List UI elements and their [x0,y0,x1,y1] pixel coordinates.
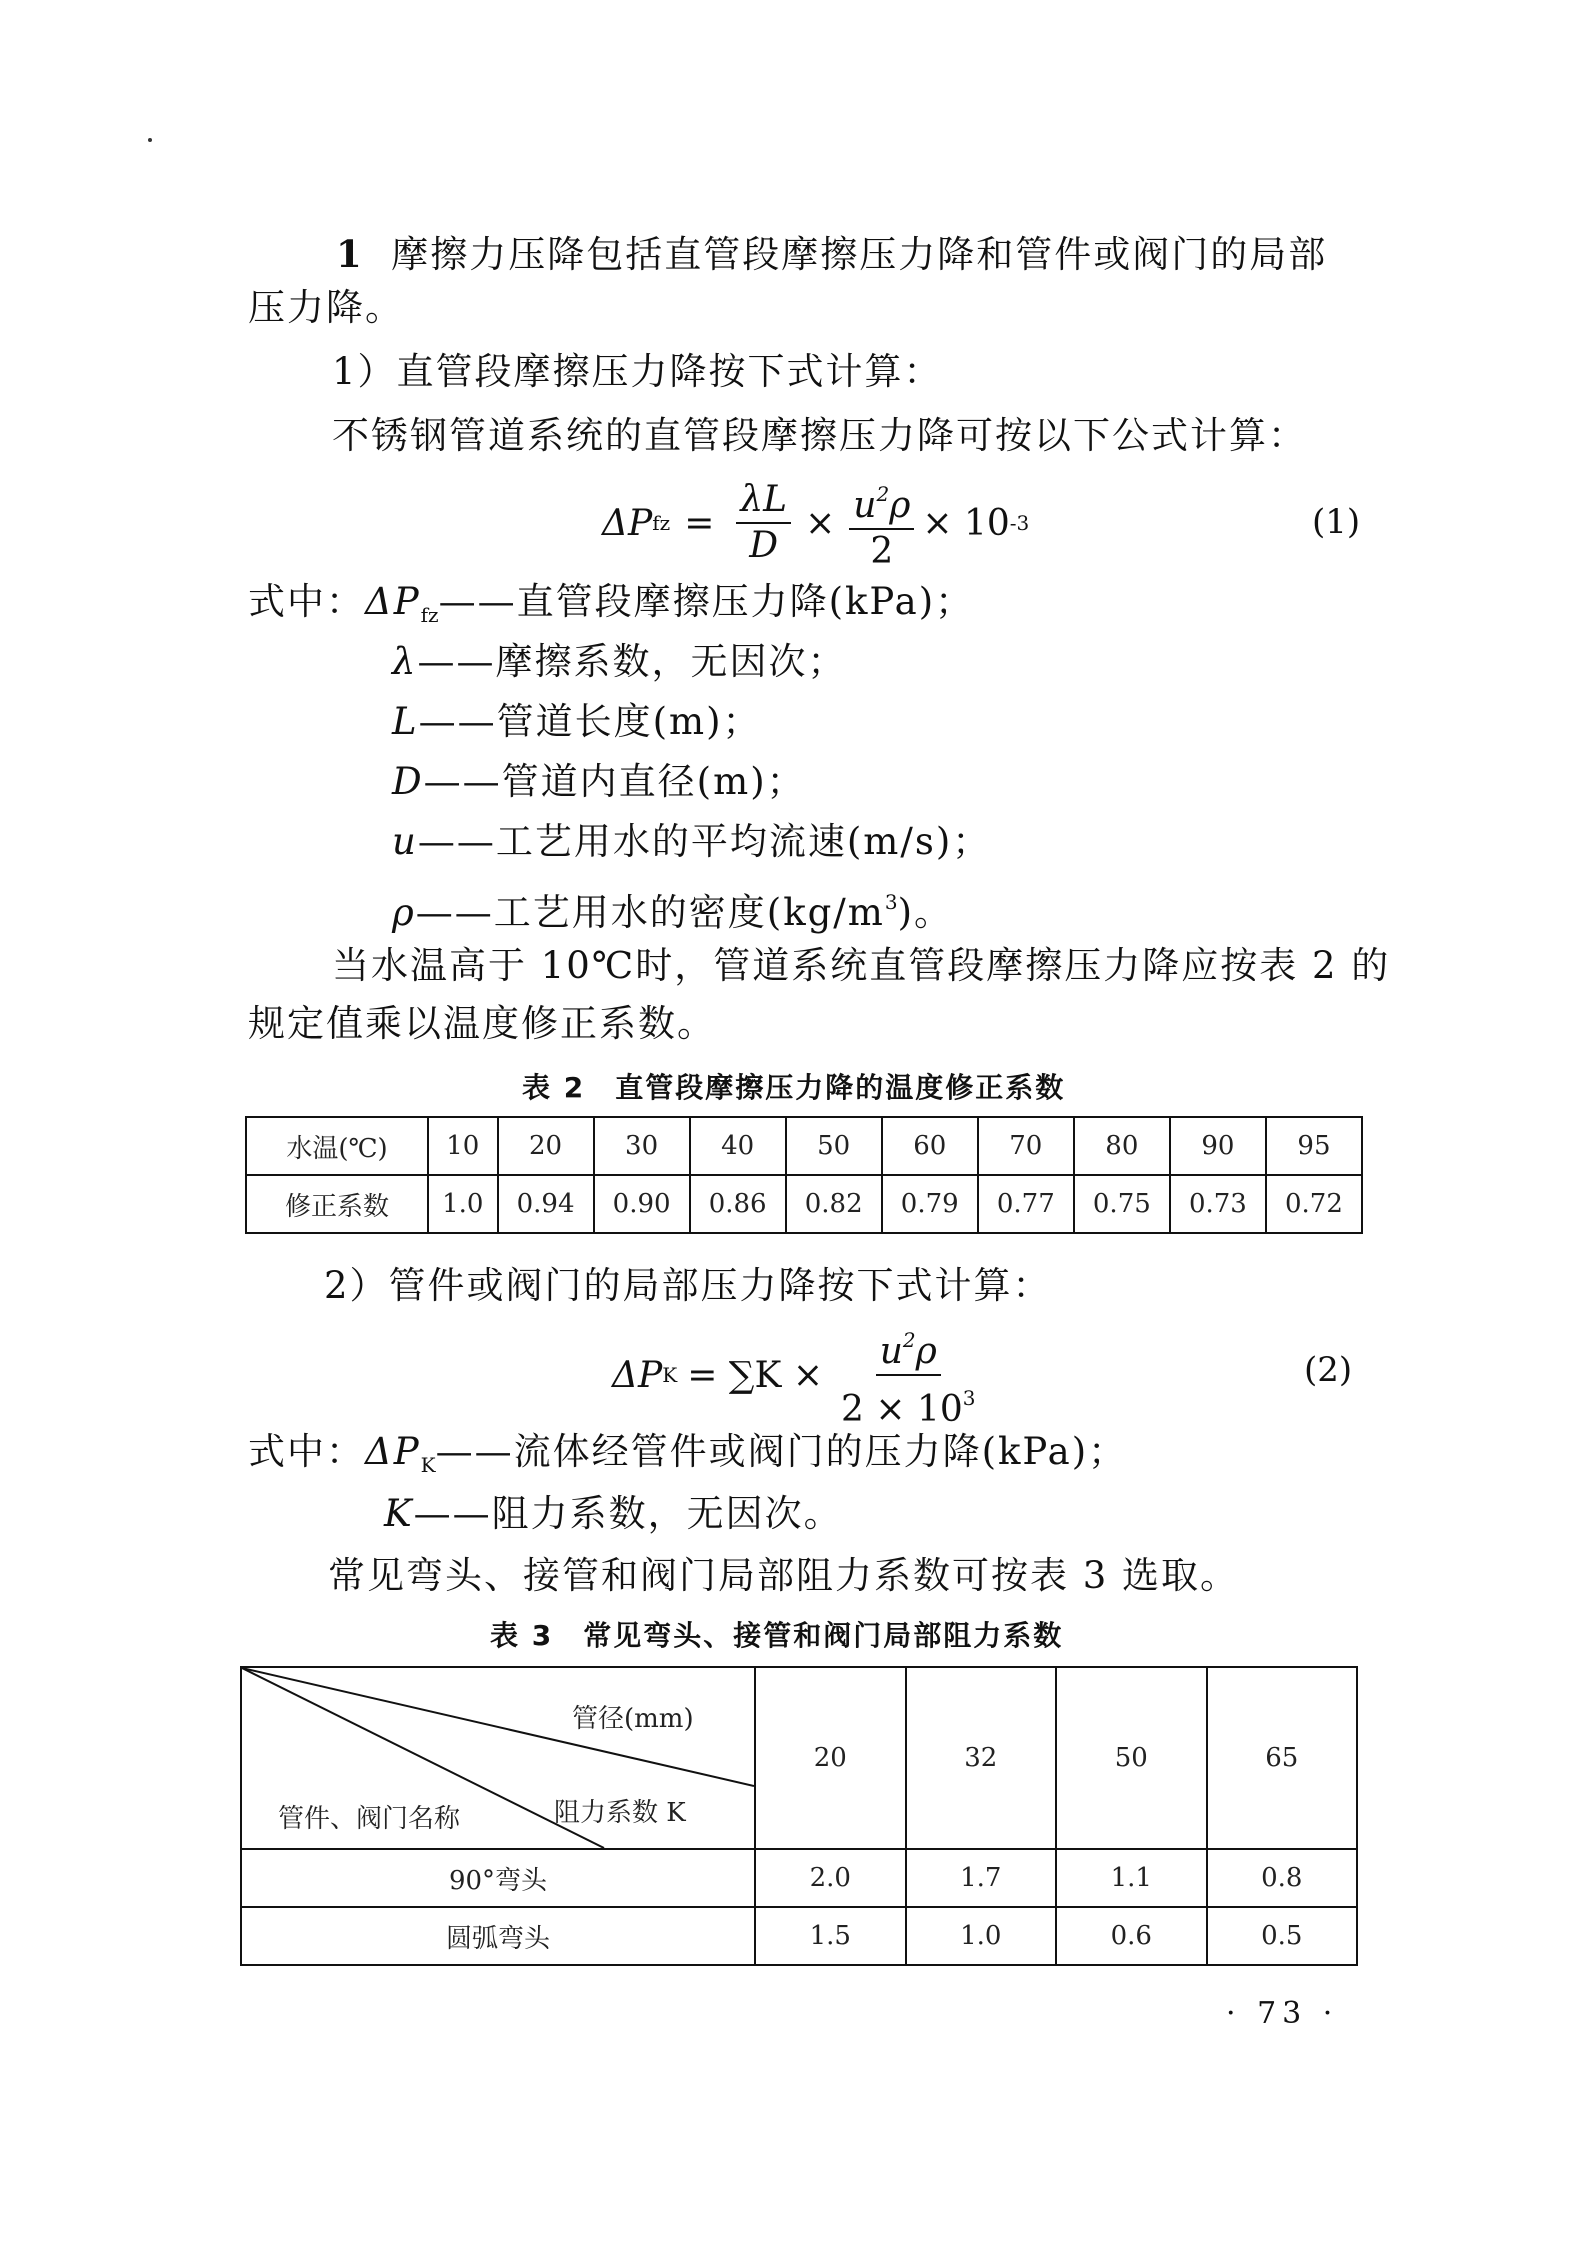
item1-heading: 1）直管段摩擦压力降按下式计算： [332,350,943,393]
diagonal-header-cell [241,1667,755,1849]
header-resistance-coefficient: 阻力系数 K [554,1798,686,1828]
table2-caption: 表 2 直管段摩擦压力降的温度修正系数 [522,1071,1066,1104]
fraction-lambda-l-d: $\frac{\lambda L}{D}$ [736,480,791,566]
fraction-u2rho-2: $\frac{u^2\rho}{2}$ [849,474,914,572]
fraction-u2rho-2x10e3: $\frac{u^2\rho}{2 \times 10^3}$ [841,1320,976,1430]
section-intro-line2: 压力降。 [248,286,404,329]
section-number: 1 [336,232,364,276]
def-k: K——阻力系数，无因次。 [384,1492,843,1535]
header-diameter: 管径(mm) [572,1704,694,1734]
table-row: 90°弯头 2.0 1.7 1.1 0.8 [241,1849,1357,1907]
scan-dot [148,138,152,142]
def-u: u——工艺用水的平均流速(m/s)； [392,820,992,863]
table-3 [240,1666,1358,1966]
table3-note: 常见弯头、接管和阀门局部阻力系数可按表 3 选取。 [328,1554,1240,1597]
item2-heading: 2）管件或阀门的局部压力降按下式计算： [324,1264,1052,1307]
temperature-note-line2: 规定值乘以温度修正系数。 [248,1002,716,1045]
item1-line: 不锈钢管道系统的直管段摩擦压力降可按以下公式计算： [332,414,1307,457]
equation-number-2: (2) [1304,1350,1353,1390]
def-delta-p-k: 式中：$\Delta P_K——$流体经管件或阀门的压力降(kPa)； [248,1430,1128,1477]
table-row: 管径(mm) 阻力系数 K 管件、阀门名称 20 32 50 65 [241,1667,1357,1849]
def-lambda: λ——摩擦系数，无因次； [392,640,847,683]
formula-1: ΔP fz = $\frac{\lambda L}{D}$ × $\frac{u^2\rho}{2}$ × 10 -3 [602,474,1029,572]
table-2 [245,1116,1363,1234]
table3-caption: 表 3 常见弯头、接管和阀门局部阻力系数 [490,1619,1064,1652]
def-rho: ρ——工艺用水的密度$(kg/m^3)$。 [392,890,954,934]
def-l: L——管道长度(m)； [392,700,762,743]
table-row: 水温(℃) 10 20 30 40 50 60 70 80 90 95 [246,1117,1362,1175]
equation-number-1: (1) [1312,502,1361,542]
formula-2: ΔP K = ∑K × $\frac{u^2\rho}{2 \times 10^3}$ [612,1320,984,1430]
header-fitting-name: 管件、阀门名称 [278,1804,461,1834]
table-row: 圆弧弯头 1.5 1.0 0.6 0.5 [241,1907,1357,1965]
temperature-note-line1: 当水温高于 10℃时，管道系统直管段摩擦压力降应按表 2 的 [332,944,1391,987]
page-number: · 73 · [1226,1996,1339,2031]
def-d: D——管道内直径(m)； [392,760,806,803]
table-row: 修正系数 1.0 0.94 0.90 0.86 0.82 0.79 0.77 0.75 0.73 0.72 [246,1175,1362,1233]
def-delta-p-fz: 式中：$\Delta P_{fz}——$直管段摩擦压力降(kPa)； [248,580,975,627]
section-intro-line1: 1 摩擦力压降包括直管段摩擦压力降和管件或阀门的局部 [336,232,1328,276]
